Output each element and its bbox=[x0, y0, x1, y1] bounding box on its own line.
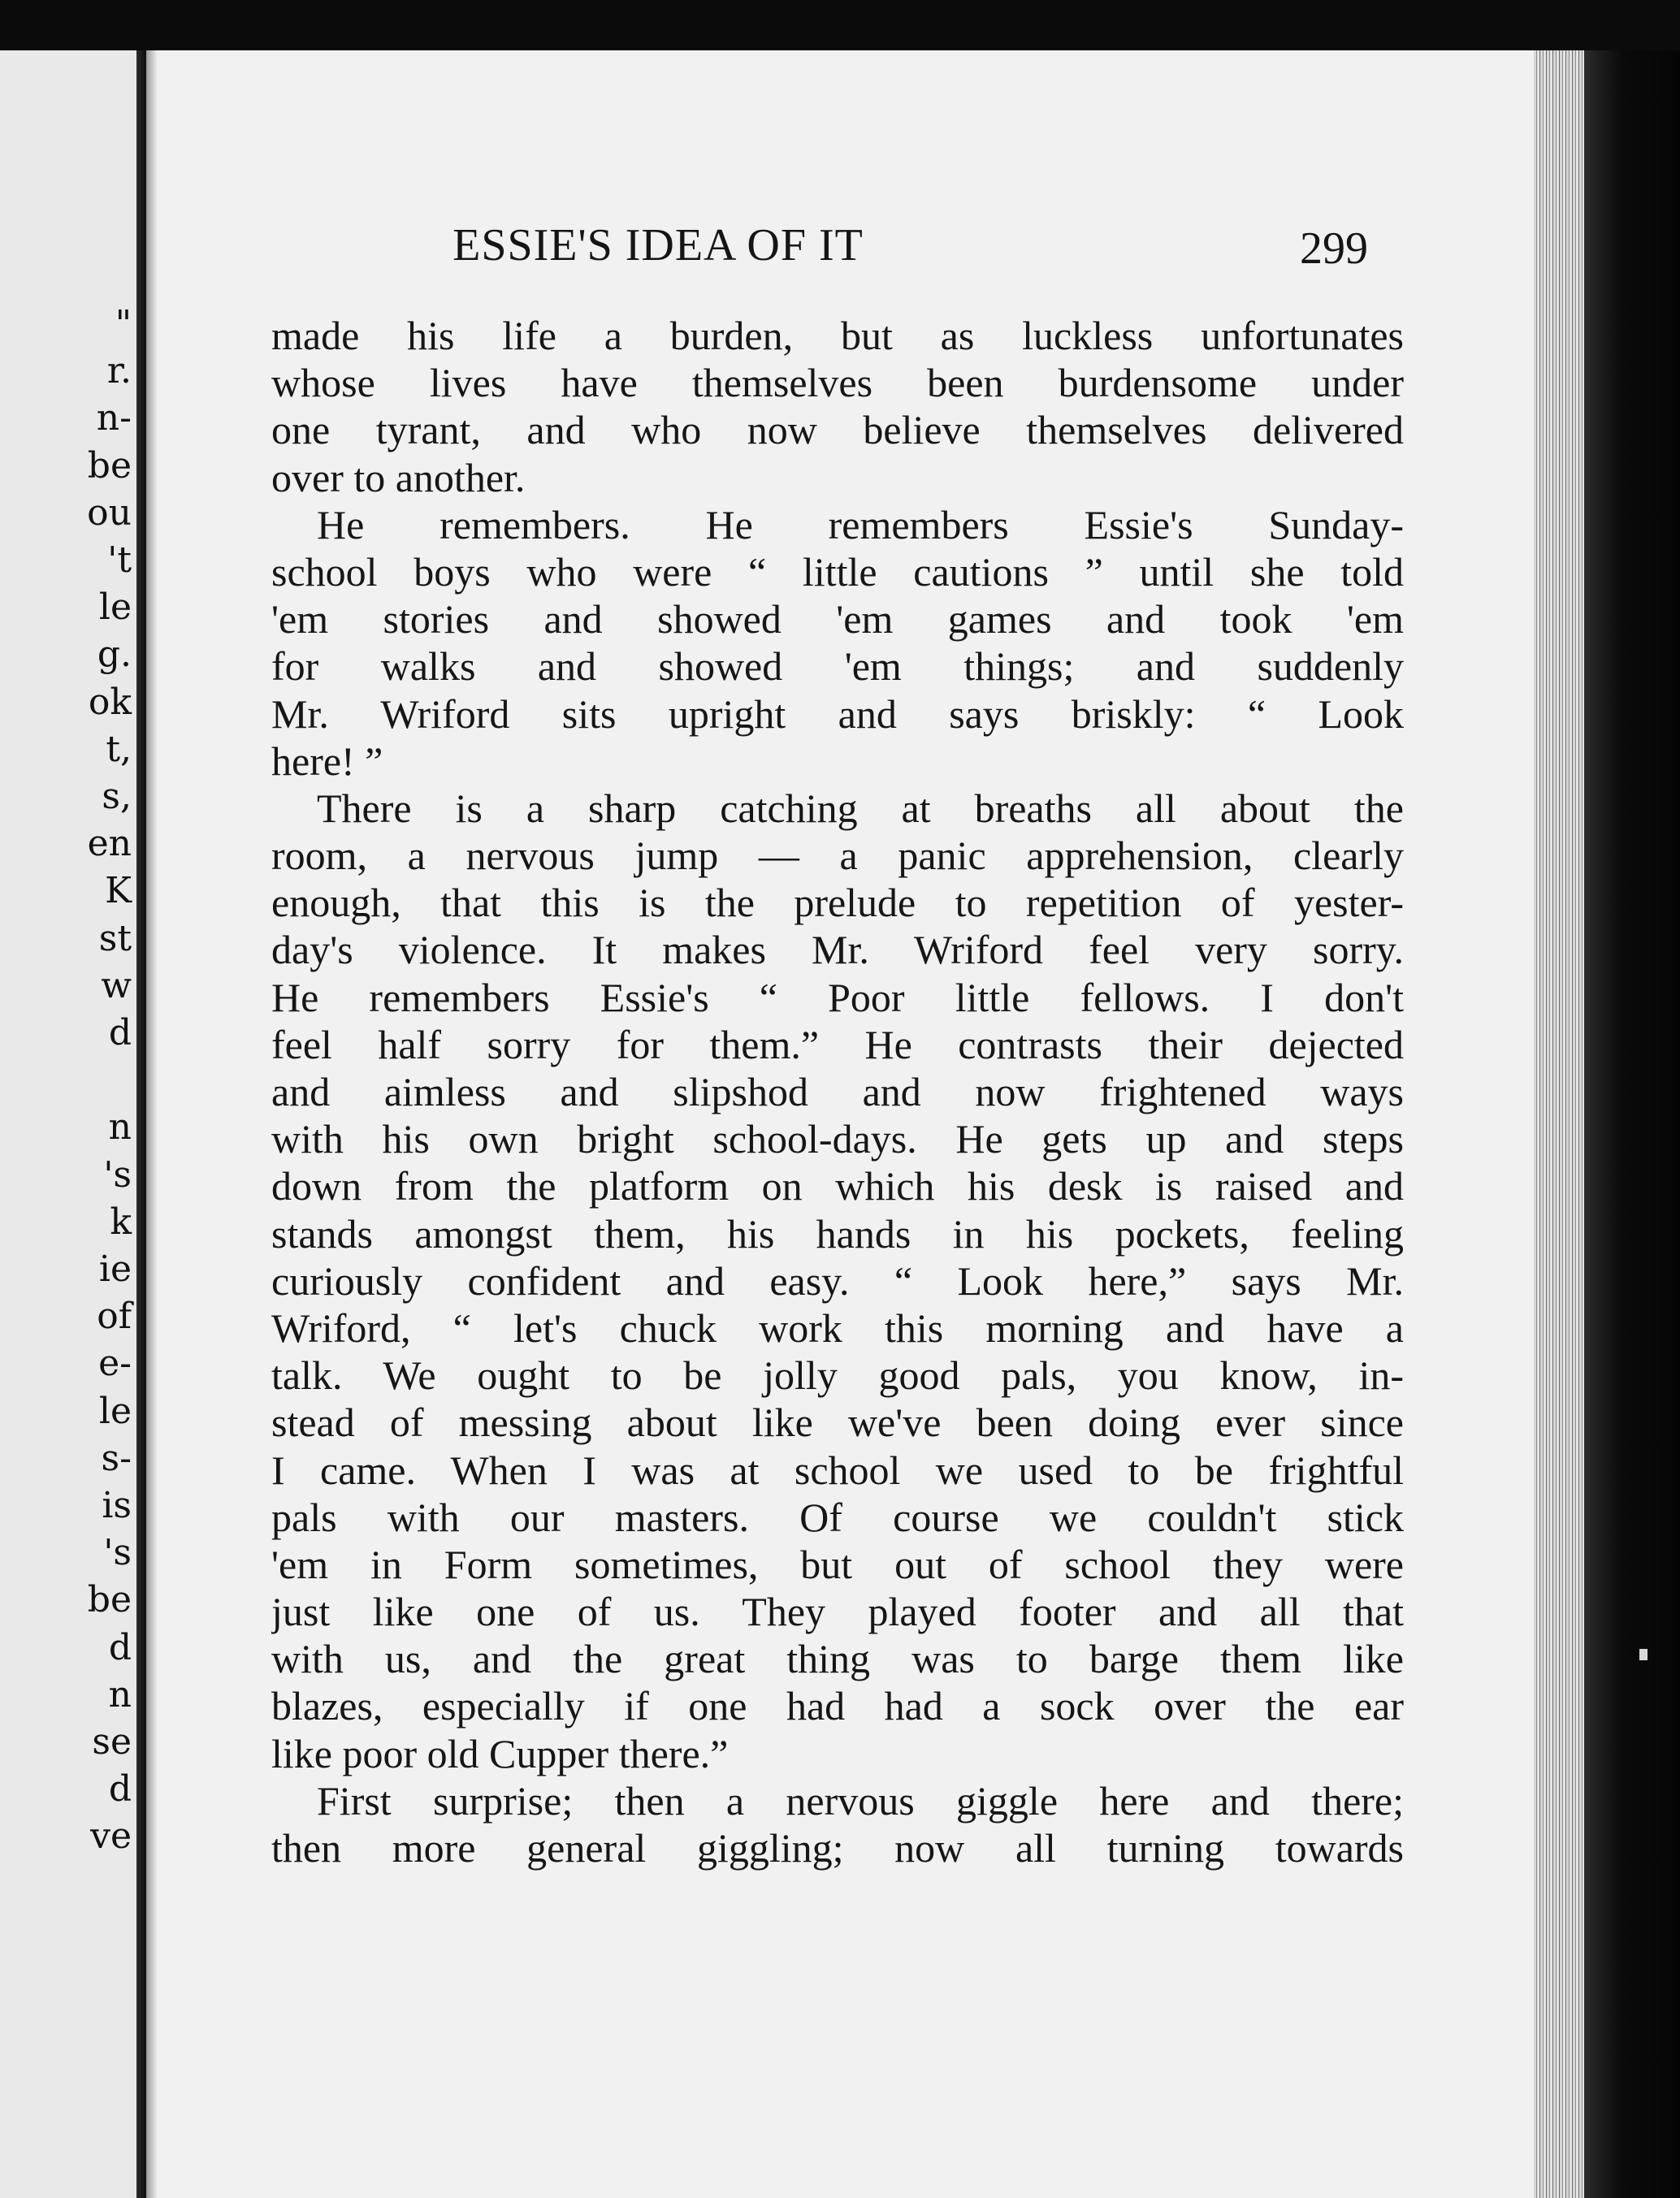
text-line: Wriford, “ let's chuck work this morning and have a bbox=[271, 1305, 1404, 1351]
facing-page-fragment: be bbox=[87, 444, 132, 487]
text-line: whose lives have themselves been burdensome under bbox=[271, 360, 1404, 406]
facing-page-fragment: is bbox=[102, 1485, 132, 1526]
facing-page-edge bbox=[0, 50, 136, 2198]
running-head-title: ESSIE'S IDEA OF IT bbox=[452, 220, 864, 270]
text-line: blazes, especially if one had had a sock over the ear bbox=[271, 1683, 1404, 1729]
facing-page-fragment: of bbox=[97, 1296, 132, 1338]
facing-page-fragment: 't bbox=[107, 539, 132, 581]
text-line: with his own bright school-days. He gets up and steps bbox=[271, 1116, 1404, 1162]
facing-page-fragment: ie bbox=[98, 1248, 132, 1290]
text-line: then more general giggling; now all turning towards bbox=[271, 1825, 1404, 1871]
text-line: down from the platform on which his desk is raised and bbox=[271, 1163, 1404, 1209]
text-line: Mr. Wriford sits upright and says briskly: “ Look bbox=[271, 690, 1404, 737]
facing-page-fragment: en bbox=[87, 823, 132, 865]
facing-page-fragment: le bbox=[98, 586, 132, 629]
text-line: curiously confident and easy. “ Look here,” says Mr. bbox=[271, 1257, 1404, 1304]
text-line: feel half sorry for them.” He contrasts their dejected bbox=[271, 1021, 1404, 1067]
text-line: made his life a burden, but as luckless unfortunates bbox=[271, 313, 1404, 358]
facing-page-fragment: s- bbox=[101, 1437, 132, 1479]
facing-page-fragment: ok bbox=[88, 681, 132, 723]
facing-page-fragment: s, bbox=[102, 776, 132, 817]
text-line: I came. When I was at school we used to be frightful bbox=[271, 1447, 1404, 1493]
facing-page-fragment: n bbox=[108, 1106, 132, 1149]
facing-page-fragment: d bbox=[108, 1768, 132, 1811]
text-line: room, a nervous jump — a panic apprehension, clearly bbox=[271, 833, 1404, 879]
text-line: He remembers. He remembers Essie's Sunday- bbox=[317, 501, 1404, 547]
facing-page-fragment: 's bbox=[103, 1153, 132, 1196]
text-line: here! ” bbox=[271, 738, 383, 784]
facing-page-fragment: n- bbox=[96, 397, 132, 439]
facing-page-fragment: K bbox=[105, 870, 132, 912]
facing-page-fragment: t, bbox=[106, 728, 132, 770]
text-line: enough, that this is the prelude to repetition of yester- bbox=[271, 880, 1404, 926]
text-line: and aimless and slipshod and now frightened ways bbox=[271, 1069, 1404, 1114]
facing-page-fragment: 's bbox=[103, 1532, 132, 1574]
text-line: one tyrant, and who now believe themselves delivered bbox=[271, 407, 1404, 453]
facing-page-fragment: " bbox=[115, 303, 132, 344]
facing-page-fragment: g. bbox=[97, 634, 132, 676]
facing-page-fragment: n bbox=[108, 1673, 132, 1716]
page-block-edges bbox=[1534, 50, 1584, 2198]
facing-page-fragment: k bbox=[110, 1201, 132, 1243]
facing-page-fragment: ve bbox=[90, 1815, 132, 1858]
text-line: First surprise; then a nervous giggle here and there; bbox=[317, 1777, 1404, 1824]
facing-page-fragment: d bbox=[108, 1012, 132, 1054]
running-head bbox=[252, 219, 1368, 284]
facing-page-fragment: be bbox=[87, 1579, 132, 1621]
edge-mark bbox=[1639, 1649, 1648, 1660]
text-line: There is a sharp catching at breaths all about the bbox=[317, 785, 1404, 831]
text-line: like poor old Cupper there.” bbox=[271, 1730, 729, 1776]
text-line: over to another. bbox=[271, 454, 526, 500]
text-line: stands amongst them, his hands in his pockets, feeling bbox=[271, 1210, 1404, 1257]
book-gutter bbox=[136, 50, 146, 2198]
facing-page-fragment: w bbox=[101, 964, 132, 1006]
text-line: 'em stories and showed 'em games and took 'em bbox=[271, 596, 1404, 643]
facing-page-fragment: st bbox=[98, 917, 132, 959]
text-line: He remembers Essie's “ Poor little fellows. I don't bbox=[271, 974, 1404, 1020]
text-line: with us, and the great thing was to barge them like bbox=[271, 1636, 1404, 1682]
page-number: 299 bbox=[1300, 223, 1368, 274]
text-line: for walks and showed 'em things; and suddenly bbox=[271, 643, 1404, 690]
text-line: school boys who were “ little cautions ” until she told bbox=[271, 548, 1404, 595]
book-cover-edge bbox=[1584, 50, 1680, 2198]
body-text bbox=[271, 312, 1404, 1871]
gutter-shadow bbox=[146, 50, 158, 2198]
text-line: stead of messing about like we've been doing ever since bbox=[271, 1400, 1404, 1446]
facing-page-fragment: r. bbox=[106, 350, 132, 392]
text-line: day's violence. It makes Mr. Wriford feel very sorry. bbox=[271, 927, 1404, 973]
text-line: talk. We ought to be jolly good pals, you know, in- bbox=[271, 1352, 1404, 1399]
text-line: 'em in Form sometimes, but out of school they were bbox=[271, 1541, 1404, 1587]
facing-page-fragment: le bbox=[98, 1390, 132, 1432]
text-line: pals with our masters. Of course we couldn't stick bbox=[271, 1494, 1404, 1540]
book-page bbox=[146, 50, 1534, 2198]
text-line: just like one of us. They played footer and all that bbox=[271, 1589, 1404, 1635]
facing-page-fragment: e- bbox=[98, 1343, 132, 1385]
facing-page-fragment: se bbox=[92, 1721, 132, 1763]
facing-page-fragment: d bbox=[108, 1626, 132, 1668]
facing-page-fragment: ou bbox=[87, 491, 132, 534]
